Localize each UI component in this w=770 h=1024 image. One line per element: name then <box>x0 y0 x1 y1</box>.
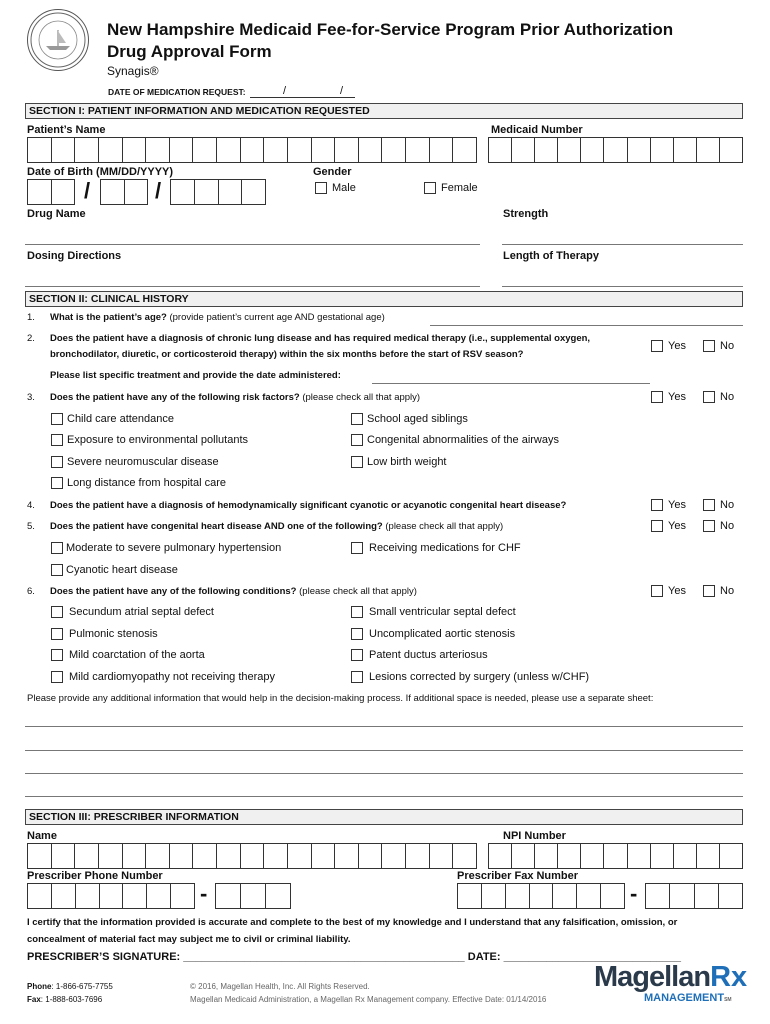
form-title: New Hampshire Medicaid Fee-for-Service Program Prior Authorization Drug Approval Form <box>107 20 674 61</box>
grid-cell[interactable] <box>147 884 171 908</box>
cond-pulmonic-label: Pulmonic stenosis <box>69 628 158 640</box>
grid-cell[interactable] <box>604 138 627 162</box>
cond-pda-label: Patent ductus arteriosus <box>369 649 488 661</box>
q4-yes-checkbox[interactable] <box>651 499 663 511</box>
grid-cell[interactable] <box>123 844 147 868</box>
dob-slash: / <box>84 178 91 203</box>
grid-cell[interactable] <box>628 844 651 868</box>
q2-text: Does the patient have a diagnosis of chronic lung disease and has required medical therapy (i.e., supplemental oxygen, <box>50 333 591 344</box>
q4-number: 4. <box>27 500 35 511</box>
female-label: Female <box>441 182 478 194</box>
q3-yes-label: Yes <box>668 391 686 403</box>
q3-number: 3. <box>27 392 35 403</box>
grid-cell[interactable] <box>695 884 719 908</box>
cond-pulmonic-checkbox[interactable] <box>51 628 63 640</box>
grid-cell[interactable] <box>193 138 217 162</box>
date-slash: / <box>283 85 287 97</box>
risk-distance-label: Long distance from hospital care <box>67 477 226 489</box>
patient-name-label: Patient’s Name <box>27 124 106 136</box>
grid-cell[interactable] <box>264 844 288 868</box>
additional-line-2[interactable] <box>25 750 743 751</box>
q5-yes-label: Yes <box>668 520 686 532</box>
q2-yes-checkbox[interactable] <box>651 340 663 352</box>
grid-cell[interactable] <box>674 844 697 868</box>
grid-cell[interactable] <box>720 138 742 162</box>
grid-cell[interactable] <box>512 844 535 868</box>
q1-text: What is the patient’s age? (provide patient’s current age AND gestational age) <box>50 312 385 323</box>
grid-cell[interactable] <box>52 180 75 204</box>
grid-cell[interactable] <box>193 844 217 868</box>
grid-cell[interactable] <box>453 138 476 162</box>
prescriber-name-grid[interactable] <box>27 843 477 869</box>
grid-cell[interactable] <box>558 844 581 868</box>
risk-siblings-checkbox[interactable] <box>351 413 363 425</box>
grid-cell[interactable] <box>335 844 359 868</box>
cond-aortic-label: Uncomplicated aortic stenosis <box>369 628 516 640</box>
grid-cell[interactable] <box>123 884 147 908</box>
q2-yes-label: Yes <box>668 340 686 352</box>
risk-distance-checkbox[interactable] <box>51 477 63 489</box>
cond-coarctation-checkbox[interactable] <box>51 649 63 661</box>
cond-cardiomyopathy-checkbox[interactable] <box>51 671 63 683</box>
date-slash: / <box>340 85 344 97</box>
grid-cell[interactable] <box>75 138 99 162</box>
grid-cell[interactable] <box>195 180 219 204</box>
grid-cell[interactable] <box>719 884 742 908</box>
grid-cell[interactable] <box>646 884 670 908</box>
q2-treatment-line[interactable] <box>372 383 650 384</box>
drug-subtitle: Synagis® <box>107 64 159 78</box>
q6-yes-label: Yes <box>668 585 686 597</box>
chd-cyanotic-label: Cyanotic heart disease <box>66 564 178 576</box>
grid-cell[interactable] <box>241 884 266 908</box>
q5-number: 5. <box>27 521 35 532</box>
grid-cell[interactable] <box>219 180 243 204</box>
grid-cell[interactable] <box>512 138 535 162</box>
grid-cell[interactable] <box>28 180 52 204</box>
cond-lesions-label: Lesions corrected by surgery (unless w/CHF) <box>369 671 590 683</box>
q2-treatment-label: Please list specific treatment and provide the date administered: <box>50 370 341 381</box>
cond-cardiomyopathy-label: Mild cardiomyopathy not receiving therapy <box>69 671 276 683</box>
grid-cell[interactable] <box>146 138 170 162</box>
q4-yes-label: Yes <box>668 499 686 511</box>
q4-text: Does the patient have a diagnosis of hemodynamically significant cyanotic or acyanotic congenital heart disease? <box>50 500 567 511</box>
grid-cell[interactable] <box>382 844 406 868</box>
signature-date-line[interactable]: _____________________________ <box>503 951 682 963</box>
grid-cell[interactable] <box>28 884 52 908</box>
female-checkbox[interactable] <box>424 182 436 194</box>
grid-cell[interactable] <box>242 180 265 204</box>
grid-cell[interactable] <box>28 844 52 868</box>
strength-line[interactable] <box>502 244 743 245</box>
patient-name-grid[interactable] <box>27 137 477 163</box>
grid-cell[interactable] <box>171 884 194 908</box>
grid-cell[interactable] <box>52 884 76 908</box>
additional-info-label: Please provide any additional information that would help in the decision-making process. If additional space is needed, please use a separate sheet: <box>27 693 654 704</box>
date-request-line[interactable] <box>250 97 355 98</box>
npi-grid[interactable] <box>488 843 743 869</box>
grid-cell[interactable] <box>288 844 312 868</box>
phone-dash: - <box>200 881 208 906</box>
grid-cell[interactable] <box>506 884 530 908</box>
risk-lowweight-label: Low birth weight <box>367 456 447 468</box>
prescriber-name-label: Name <box>27 830 57 842</box>
q6-no-checkbox[interactable] <box>703 585 715 597</box>
q6-number: 6. <box>27 586 35 597</box>
risk-airways-label: Congenital abnormalities of the airways <box>367 434 559 446</box>
q1-number: 1. <box>27 312 35 323</box>
grid-cell[interactable] <box>458 884 482 908</box>
risk-childcare-label: Child care attendance <box>67 413 175 425</box>
length-line[interactable] <box>502 286 743 287</box>
grid-cell[interactable] <box>76 884 100 908</box>
grid-cell[interactable] <box>288 138 312 162</box>
grid-cell[interactable] <box>99 844 123 868</box>
grid-cell[interactable] <box>312 844 336 868</box>
grid-cell[interactable] <box>558 138 581 162</box>
chd-chf-meds-label: Receiving medications for CHF <box>369 542 521 554</box>
signature-row: PRESCRIBER’S SIGNATURE: ______________________________________________ DATE: _____________________________ <box>27 951 682 963</box>
male-label: Male <box>332 182 356 194</box>
grid-cell[interactable] <box>75 844 99 868</box>
grid-cell[interactable] <box>123 138 147 162</box>
drug-name-line[interactable] <box>25 244 480 245</box>
section-2-header: SECTION II: CLINICAL HISTORY <box>25 291 743 307</box>
q3-yes-checkbox[interactable] <box>651 391 663 403</box>
risk-childcare-checkbox[interactable] <box>51 413 63 425</box>
grid-cell[interactable] <box>430 138 454 162</box>
grid-cell[interactable] <box>217 138 241 162</box>
q5-yes-checkbox[interactable] <box>651 520 663 532</box>
cond-pda-checkbox[interactable] <box>351 649 363 661</box>
npi-label: NPI Number <box>503 830 566 842</box>
grid-cell[interactable] <box>99 138 123 162</box>
magellan-logo-sub: MANAGEMENTSM <box>644 992 732 1004</box>
additional-line-3[interactable] <box>25 773 743 774</box>
cond-lesions-checkbox[interactable] <box>351 671 363 683</box>
fax-part2-grid[interactable] <box>645 883 743 909</box>
q5-text: Does the patient have congenital heart disease AND one of the following? (please check all that apply) <box>50 521 504 532</box>
medicaid-number-label: Medicaid Number <box>491 124 583 136</box>
fax-dash: - <box>630 881 638 906</box>
grid-cell[interactable] <box>697 844 720 868</box>
q6-text: Does the patient have any of the following conditions? (please check all that apply) <box>50 586 417 597</box>
q4-no-label: No <box>720 499 735 511</box>
grid-cell[interactable] <box>52 138 76 162</box>
gender-label: Gender <box>313 166 352 178</box>
cond-vsd-label: Small ventricular septal defect <box>369 606 516 618</box>
state-seal <box>27 9 89 71</box>
risk-siblings-label: School aged siblings <box>367 413 468 425</box>
cond-asd-checkbox[interactable] <box>51 606 63 618</box>
risk-pollutants-checkbox[interactable] <box>51 434 63 446</box>
grid-cell[interactable] <box>335 138 359 162</box>
grid-cell[interactable] <box>697 138 720 162</box>
grid-cell[interactable] <box>146 844 170 868</box>
q2-no-checkbox[interactable] <box>703 340 715 352</box>
q6-no-label: No <box>720 585 735 597</box>
phone-part2-grid[interactable] <box>215 883 291 909</box>
magellan-logo: MagellanRx <box>594 961 748 993</box>
grid-cell[interactable] <box>670 884 694 908</box>
grid-cell[interactable] <box>482 884 506 908</box>
copyright-info: © 2016, Magellan Health, Inc. All Rights Reserved. Magellan Medicaid Administration, a Magellan Rx Management company. Effective Date: 01/14/2016 <box>190 982 547 1004</box>
grid-cell[interactable] <box>52 844 76 868</box>
q1-answer-line[interactable] <box>430 325 743 326</box>
grid-cell[interactable] <box>312 138 336 162</box>
grid-cell[interactable] <box>170 844 194 868</box>
drug-name-label: Drug Name <box>27 208 86 220</box>
dosing-line[interactable] <box>25 286 480 287</box>
cond-coarctation-label: Mild coarctation of the aorta <box>69 649 205 661</box>
grid-cell[interactable] <box>651 138 674 162</box>
chd-pulm-hypertension-checkbox[interactable] <box>51 542 63 554</box>
q4-no-checkbox[interactable] <box>703 499 715 511</box>
grid-cell[interactable] <box>216 884 241 908</box>
grid-cell[interactable] <box>535 844 558 868</box>
grid-cell[interactable] <box>241 138 265 162</box>
date-request-label: DATE OF MEDICATION REQUEST: <box>108 87 246 97</box>
q2-no-label: No <box>720 340 735 352</box>
grid-cell[interactable] <box>382 138 406 162</box>
cond-aortic-checkbox[interactable] <box>351 628 363 640</box>
certification-text: I certify that the information provided is accurate and complete to the best of my knowledge and I understand that any falsification, omission, or concealment of material fact may subject me to civil or criminal liability. <box>27 917 678 945</box>
risk-airways-checkbox[interactable] <box>351 434 363 446</box>
q5-no-label: No <box>720 520 735 532</box>
dob-year-grid[interactable] <box>170 179 266 205</box>
grid-cell[interactable] <box>28 138 52 162</box>
male-checkbox[interactable] <box>315 182 327 194</box>
grid-cell[interactable] <box>535 138 558 162</box>
q3-text: Does the patient have any of the following risk factors? (please check all that apply) <box>50 392 421 403</box>
q3-no-checkbox[interactable] <box>703 391 715 403</box>
q6-yes-checkbox[interactable] <box>651 585 663 597</box>
grid-cell[interactable] <box>453 844 476 868</box>
grid-cell[interactable] <box>171 180 195 204</box>
grid-cell[interactable] <box>581 844 604 868</box>
contact-info: Phone: 1-866-675-7755 Fax: 1-888-603-7696 <box>27 982 113 1004</box>
q2-text-cont: bronchodilator, diuretic, or corticosteroid therapy) within the six months before the start of RSV season? <box>50 349 524 360</box>
q3-no-label: No <box>720 391 735 403</box>
grid-cell[interactable] <box>489 844 512 868</box>
grid-cell[interactable] <box>101 180 125 204</box>
grid-cell[interactable] <box>430 844 454 868</box>
grid-cell[interactable] <box>406 844 430 868</box>
grid-cell[interactable] <box>170 138 194 162</box>
grid-cell[interactable] <box>651 844 674 868</box>
grid-cell[interactable] <box>359 138 383 162</box>
grid-cell[interactable] <box>601 884 624 908</box>
dob-day-grid[interactable] <box>100 179 148 205</box>
grid-cell[interactable] <box>406 138 430 162</box>
medicaid-number-grid[interactable] <box>488 137 743 163</box>
risk-lowweight-checkbox[interactable] <box>351 456 363 468</box>
dob-month-grid[interactable] <box>27 179 75 205</box>
chd-chf-meds-checkbox[interactable] <box>351 542 363 554</box>
chd-cyanotic-checkbox[interactable] <box>51 564 63 576</box>
section-1-header: SECTION I: PATIENT INFORMATION AND MEDICATION REQUESTED <box>25 103 743 119</box>
risk-neuromuscular-label: Severe neuromuscular disease <box>67 456 219 468</box>
grid-cell[interactable] <box>674 138 697 162</box>
grid-cell[interactable] <box>577 884 601 908</box>
grid-cell[interactable] <box>720 844 742 868</box>
grid-cell[interactable] <box>581 138 604 162</box>
grid-cell[interactable] <box>604 844 627 868</box>
cond-vsd-checkbox[interactable] <box>351 606 363 618</box>
grid-cell[interactable] <box>100 884 124 908</box>
grid-cell[interactable] <box>266 884 290 908</box>
grid-cell[interactable] <box>359 844 383 868</box>
grid-cell[interactable] <box>125 180 148 204</box>
fax-part1-grid[interactable] <box>457 883 625 909</box>
risk-neuromuscular-checkbox[interactable] <box>51 456 63 468</box>
dob-label: Date of Birth (MM/DD/YYYY) <box>27 166 174 178</box>
grid-cell[interactable] <box>217 844 241 868</box>
section-3-header: SECTION III: PRESCRIBER INFORMATION <box>25 809 743 825</box>
phone-part1-grid[interactable] <box>27 883 195 909</box>
dob-slash: / <box>155 178 162 203</box>
grid-cell[interactable] <box>553 884 577 908</box>
q2-number: 2. <box>27 333 35 344</box>
chd-pulm-hypertension-label: Moderate to severe pulmonary hypertension <box>66 542 282 554</box>
grid-cell[interactable] <box>241 844 265 868</box>
fax-label: Prescriber Fax Number <box>457 870 579 882</box>
risk-pollutants-label: Exposure to environmental pollutants <box>67 434 248 446</box>
additional-line-4[interactable] <box>25 796 743 797</box>
additional-line-1[interactable] <box>25 726 743 727</box>
grid-cell[interactable] <box>628 138 651 162</box>
strength-label: Strength <box>503 208 549 220</box>
q5-no-checkbox[interactable] <box>703 520 715 532</box>
phone-label: Prescriber Phone Number <box>27 870 163 882</box>
grid-cell[interactable] <box>489 138 512 162</box>
length-label: Length of Therapy <box>503 250 599 262</box>
cond-asd-label: Secundum atrial septal defect <box>69 606 214 618</box>
signature-line[interactable]: ______________________________________________ <box>183 951 465 963</box>
grid-cell[interactable] <box>530 884 554 908</box>
grid-cell[interactable] <box>264 138 288 162</box>
dosing-label: Dosing Directions <box>27 250 122 262</box>
